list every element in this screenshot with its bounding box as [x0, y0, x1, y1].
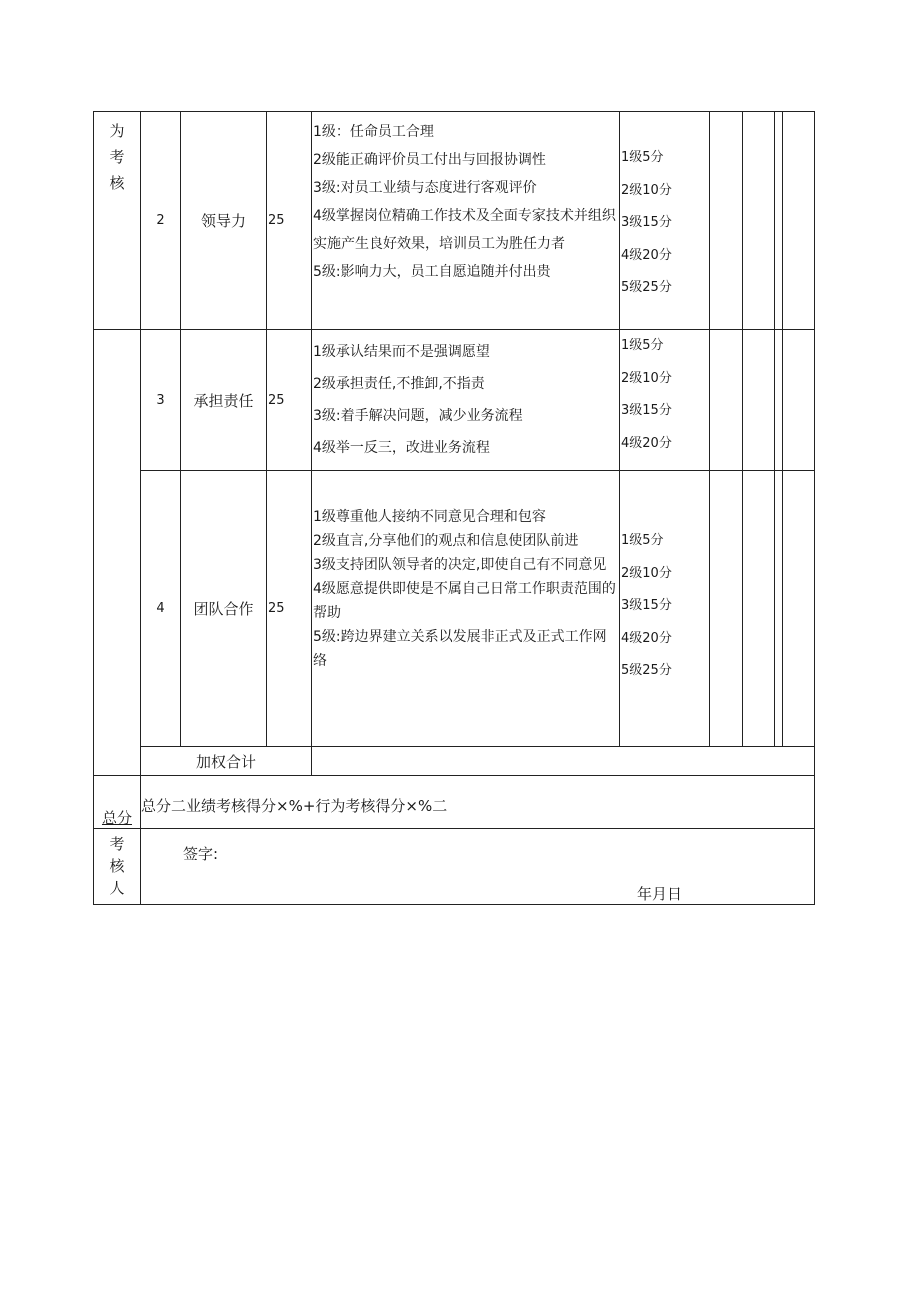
signature-label: 签字: — [183, 845, 219, 863]
table-row — [94, 471, 815, 747]
total-label — [94, 776, 141, 829]
table-row — [94, 112, 815, 330]
section-label-char: 核 — [109, 174, 125, 192]
table-row — [94, 776, 815, 829]
reviewer-label — [94, 829, 141, 905]
item-scores — [620, 471, 710, 747]
item-name: 领导力 — [181, 112, 267, 330]
total-label-text: 总分 — [101, 809, 132, 827]
level-text: 1级承认结果而不是强调愿望 — [313, 344, 490, 360]
score-entry-cell[interactable] — [743, 112, 775, 330]
score-text: 4级20分 — [621, 247, 672, 263]
reviewer-label-char: 人 — [109, 879, 125, 897]
assessment-table — [93, 111, 815, 905]
score-entry-cell[interactable] — [775, 330, 783, 471]
score-entry-cell[interactable] — [775, 112, 783, 330]
level-text: 2级承担责任,不推卸,不指责 — [313, 376, 485, 392]
score-entry-cell[interactable] — [783, 112, 815, 330]
section-label-char: 考 — [109, 148, 125, 166]
item-levels — [312, 471, 620, 747]
section-label-empty — [94, 330, 141, 776]
level-text: 1级：任命员工合理 — [313, 124, 434, 140]
section-label-behavior — [94, 112, 141, 330]
reviewer-label-char: 考 — [109, 835, 125, 853]
date-label: 年月日 — [637, 885, 683, 903]
score-text: 1级5分 — [621, 150, 664, 166]
score-text: 3级15分 — [621, 598, 672, 613]
item-weight: 25 — [267, 112, 312, 330]
score-entry-cell[interactable] — [710, 330, 743, 471]
level-text: 4级愿意提供即使是不属自己日常工作职责范围的帮助 — [313, 581, 616, 621]
signature-area[interactable] — [141, 829, 815, 905]
item-name: 承担责任 — [181, 330, 267, 471]
table-row — [94, 330, 815, 471]
score-text: 2级10分 — [621, 370, 672, 386]
item-scores — [620, 330, 710, 471]
level-text: 2级直言,分享他们的观点和信息使团队前进 — [313, 533, 579, 549]
item-number: 3 — [141, 330, 181, 471]
score-entry-cell[interactable] — [775, 471, 783, 747]
weighted-total-label: 加权合计 — [141, 747, 312, 776]
weighted-total-value[interactable] — [312, 747, 815, 776]
item-number: 2 — [141, 112, 181, 330]
level-text: 3级:对员工业绩与态度进行客观评价 — [313, 180, 537, 196]
score-entry-cell[interactable] — [710, 112, 743, 330]
level-text: 5级:跨边界建立关系以发展非正式及正式工作网络 — [313, 629, 607, 669]
score-entry-cell[interactable] — [743, 471, 775, 747]
score-entry-cell[interactable] — [710, 471, 743, 747]
score-text: 2级10分 — [621, 565, 672, 581]
table-row — [94, 747, 815, 776]
score-text: 1级5分 — [621, 338, 664, 353]
item-number: 4 — [141, 471, 181, 747]
score-text: 2级10分 — [621, 182, 672, 198]
level-text: 3级支持团队领导者的决定,即使自己有不同意见 — [313, 557, 607, 573]
level-text: 3级:着手解决问题，减少业务流程 — [313, 408, 523, 424]
level-text: 4级掌握岗位精确工作技术及全面专家技术并组织实施产生良好效果，培训员工为胜任力者 — [313, 208, 616, 252]
score-text: 3级15分 — [621, 403, 672, 418]
total-formula: 总分二业绩考核得分×%+行为考核得分×%二 — [141, 776, 815, 829]
item-weight: 25 — [267, 330, 312, 471]
level-text: 4级举一反三，改进业务流程 — [313, 440, 490, 456]
score-text: 5级25分 — [621, 280, 672, 296]
item-levels — [312, 112, 620, 330]
score-entry-cell[interactable] — [783, 471, 815, 747]
item-name: 团队合作 — [181, 471, 267, 747]
reviewer-label-char: 核 — [109, 857, 125, 875]
level-text: 5级:影响力大，员工自愿追随并付出贵 — [313, 264, 551, 280]
table-row — [94, 829, 815, 905]
score-text: 5级25分 — [621, 663, 672, 678]
level-text: 2级能正确评价员工付出与回报协调性 — [313, 152, 546, 168]
score-entry-cell[interactable] — [783, 330, 815, 471]
item-scores — [620, 112, 710, 330]
score-text: 4级20分 — [621, 435, 672, 451]
section-label-char: 为 — [109, 122, 125, 140]
score-text: 4级20分 — [621, 630, 672, 646]
item-levels — [312, 330, 620, 471]
level-text: 1级尊重他人接纳不同意见合理和包容 — [313, 509, 546, 525]
score-entry-cell[interactable] — [743, 330, 775, 471]
score-text: 1级5分 — [621, 533, 664, 548]
score-text: 3级15分 — [621, 215, 672, 231]
item-weight: 25 — [267, 471, 312, 747]
